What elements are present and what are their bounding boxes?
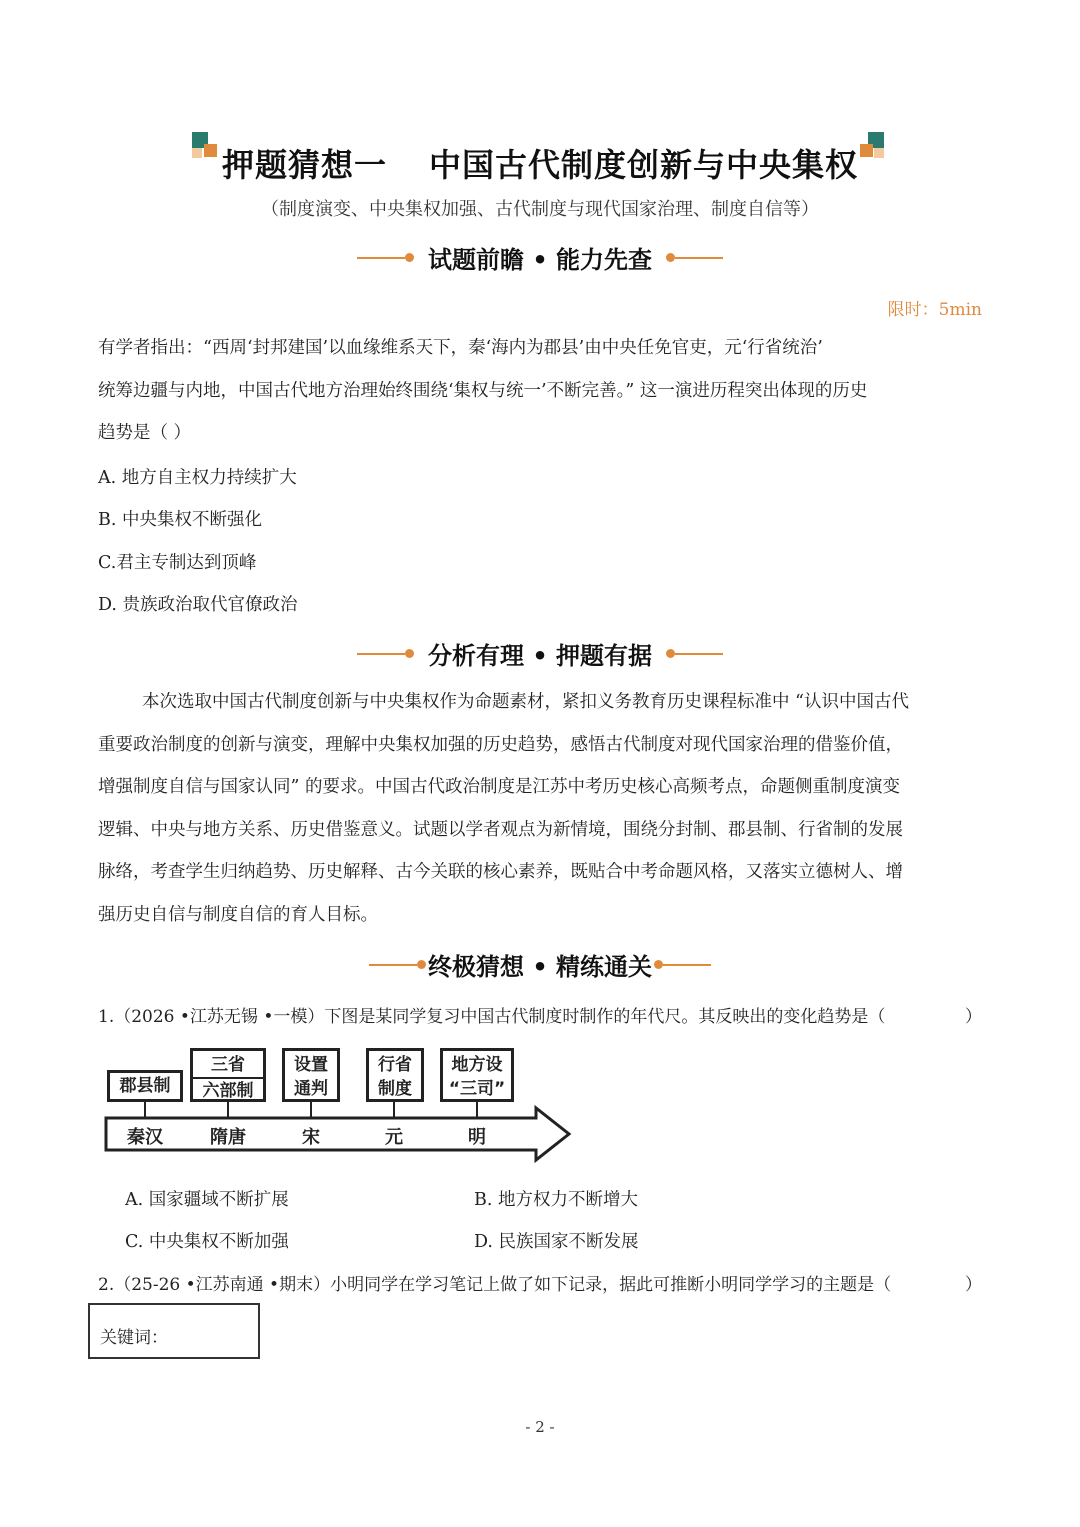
- preview-question-stem: [98, 327, 982, 455]
- subtitle: （制度演变、中央集权加强、古代制度与现代国家治理、制度自信等）: [261, 199, 819, 220]
- timeline-system-box: 行省 制度: [366, 1048, 424, 1102]
- timeline-system-box: 地方设 “三司”: [440, 1048, 514, 1102]
- keywords-label: 关键词：: [100, 1328, 168, 1348]
- analysis-line: 脉络，考查学生归纳趋势、历史解释、古今关联的核心素养，既贴合中考命题风格，又落实立德树人、增: [98, 862, 903, 882]
- analysis-line: 逻辑、中央与地方关系、历史借鉴意义。试题以学者观点为新情境，围绕分封制、郡县制、行省制的发展: [98, 819, 903, 840]
- section-preview-label: 试题前瞻 • 能力先查: [427, 246, 653, 274]
- time-limit: 限时：5min: [887, 300, 982, 320]
- section-header-final: [0, 947, 1080, 982]
- analysis-line: 重要政治制度的创新与演变，理解中央集权加强的历史趋势，感悟古代制度对现代国家治理的借鉴价值，: [98, 734, 903, 755]
- analysis-line: 本次选取中国古代制度创新与中央集权作为命题素材，紧扣义务教育历史课程标准中 “认识中国古代: [142, 692, 910, 712]
- stem-line: 有学者指出：“西周‘封邦建国’以血缘维系天下，秦‘海内为郡县’由中央任免官吏，元‘行省统治’: [98, 338, 823, 358]
- analysis-line: 强历史自信与制度自信的育人目标。: [98, 904, 378, 925]
- question1-paren: ）: [965, 1007, 982, 1027]
- preview-option-c: C.君主专制达到顶峰: [98, 553, 257, 573]
- section-final-label: 终极猜想 • 精练通关: [427, 953, 653, 981]
- stem-line: 趋势是（ ）: [98, 423, 192, 443]
- q1-option-b: B. 地方权力不断增大: [474, 1190, 638, 1210]
- timeline-era-label: 明: [468, 1127, 486, 1148]
- timeline-era-label: 秦汉: [127, 1127, 163, 1148]
- preview-option-a: A. 地方自主权力持续扩大: [98, 468, 297, 488]
- question1-stem: 1.（2026 •江苏无锡 •一模）下图是某同学复习中国古代制度时制作的年代尺。其反映出的变化趋势是（: [98, 1007, 886, 1027]
- question2-paren: ）: [965, 1275, 982, 1295]
- analysis-paragraph: [98, 681, 982, 936]
- timeline-figure: [104, 1046, 574, 1166]
- section-header-preview: [0, 240, 1080, 275]
- timeline-system-box: 三省 六部制: [190, 1048, 266, 1102]
- section-analysis-label: 分析有理 • 押题有据: [427, 642, 653, 670]
- q1-option-a: A. 国家疆域不断扩展: [125, 1190, 289, 1210]
- page-number: - 2 -: [525, 1418, 555, 1436]
- timeline-era-label: 隋唐: [210, 1127, 246, 1148]
- analysis-line: 增强制度自信与国家认同” 的要求。中国古代政治制度是江苏中考历史核心高频考点，命题侧重制度演变: [98, 777, 901, 797]
- q1-option-d: D. 民族国家不断发展: [474, 1232, 639, 1252]
- section-header-analysis: [0, 636, 1080, 671]
- question2-stem: 2.（25-26 •江苏南通 •期末）小明同学在学习笔记上做了如下记录，据此可推断小明同学学习的主题是（: [98, 1275, 892, 1295]
- timeline-era-label: 元: [385, 1127, 403, 1148]
- timeline-system-box: 设置 通判: [282, 1048, 340, 1102]
- preview-option-b: B. 中央集权不断强化: [98, 510, 262, 530]
- title-left: 押题猜想一: [221, 146, 387, 184]
- timeline-era-label: 宋: [302, 1127, 320, 1148]
- page-title: [0, 140, 1080, 186]
- timeline-system-box: 郡县制: [107, 1070, 183, 1102]
- keywords-box: [88, 1303, 260, 1359]
- title-deco-right: [860, 132, 890, 162]
- preview-option-d: D. 贵族政治取代官僚政治: [98, 595, 298, 615]
- stem-line: 统筹边疆与内地，中国古代地方治理始终围绕‘集权与统一’不断完善。” 这一演进历程突出体现的历史: [98, 380, 868, 401]
- title-right: 中国古代制度创新与中央集权: [429, 146, 859, 184]
- q1-option-c: C. 中央集权不断加强: [125, 1232, 289, 1252]
